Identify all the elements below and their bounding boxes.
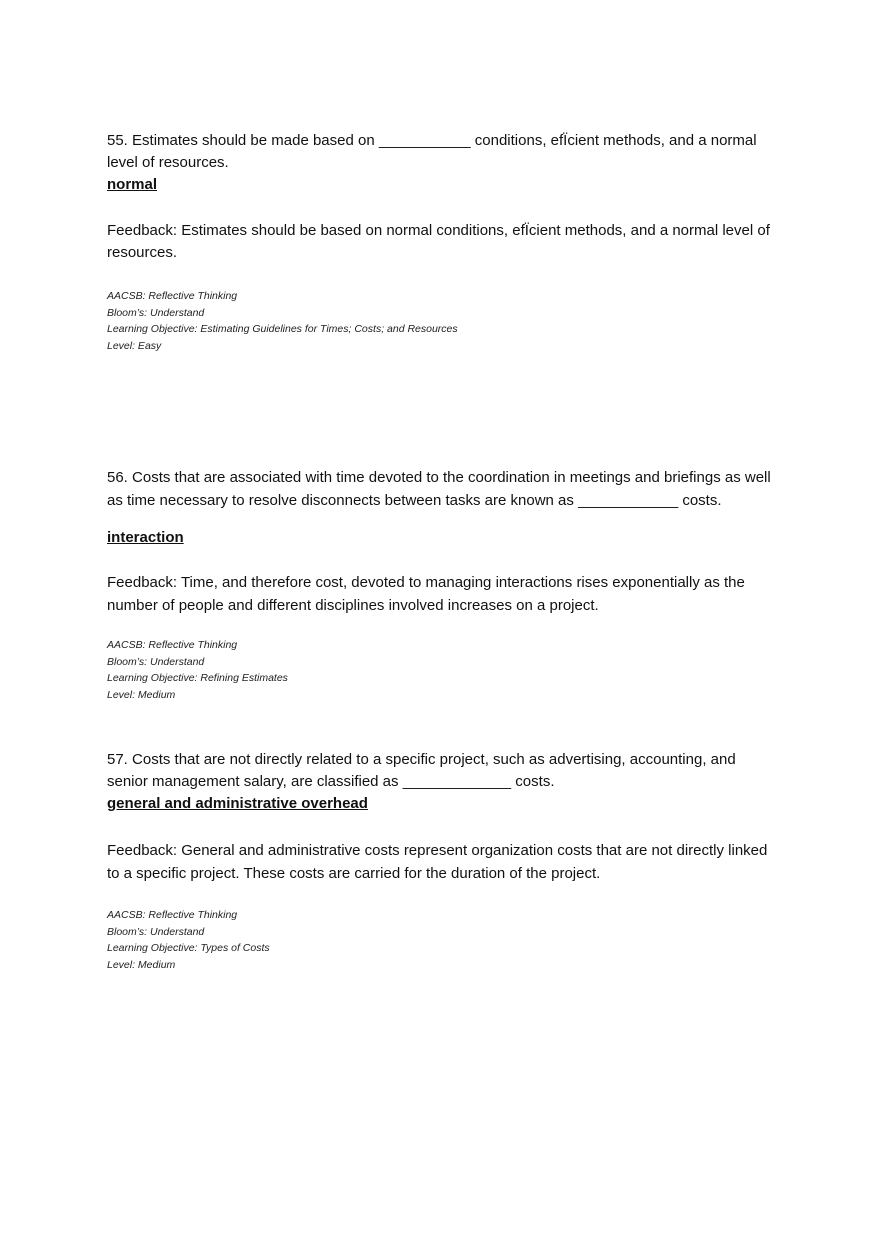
level-tag: Level: Medium (107, 959, 176, 972)
feedback-text: Feedback: Estimates should be based on normal conditions, efÏcient methods, and a normal level of resources. (107, 222, 770, 261)
level-tag: Level: Medium (107, 689, 176, 702)
blooms-tag: Bloom’s: Understand (107, 306, 205, 319)
question-56 (107, 466, 777, 704)
answer: normal (107, 176, 158, 193)
question-metadata (107, 288, 777, 355)
question-metadata (107, 907, 777, 974)
question-text: 57. Costs that are not directly related to a specific project, such as advertising, accounting, and senior management salary, are classified as _____________ costs. (107, 751, 736, 790)
question-57 (107, 749, 777, 974)
learning-objective-tag: Learning Objective: Estimating Guidelines for Times; Costs; and Resources (107, 323, 458, 336)
aacsb-tag: AACSB: Reflective Thinking (107, 290, 238, 302)
question-text: 55. Estimates should be made based on ___________ conditions, efÏcient methods, and a normal level of resources. (107, 132, 757, 171)
answer: interaction (107, 529, 184, 546)
feedback-text: Feedback: Time, and therefore cost, devoted to managing interactions rises exponentially as the number of people and different disciplines involved increases on a project. (107, 574, 745, 614)
question-text: 56. Costs that are associated with time devoted to the coordination in meetings and briefings as well as time necessary to resolve disconnects between tasks are known as ____________ costs. (107, 469, 771, 509)
level-tag: Level: Easy (107, 340, 162, 353)
aacsb-tag: AACSB: Reflective Thinking (107, 639, 238, 651)
question-metadata (107, 637, 777, 704)
aacsb-tag: AACSB: Reflective Thinking (107, 909, 238, 921)
answer: general and administrative overhead (107, 795, 368, 812)
learning-objective-tag: Learning Objective: Types of Costs (107, 942, 270, 955)
question-55 (107, 130, 777, 355)
blooms-tag: Bloom’s: Understand (107, 655, 205, 668)
feedback-text: Feedback: General and administrative costs represent organization costs that are not directly linked to a specific project. These costs are carried for the duration of the project. (107, 842, 768, 882)
blooms-tag: Bloom’s: Understand (107, 925, 205, 938)
learning-objective-tag: Learning Objective: Refining Estimates (107, 672, 288, 685)
